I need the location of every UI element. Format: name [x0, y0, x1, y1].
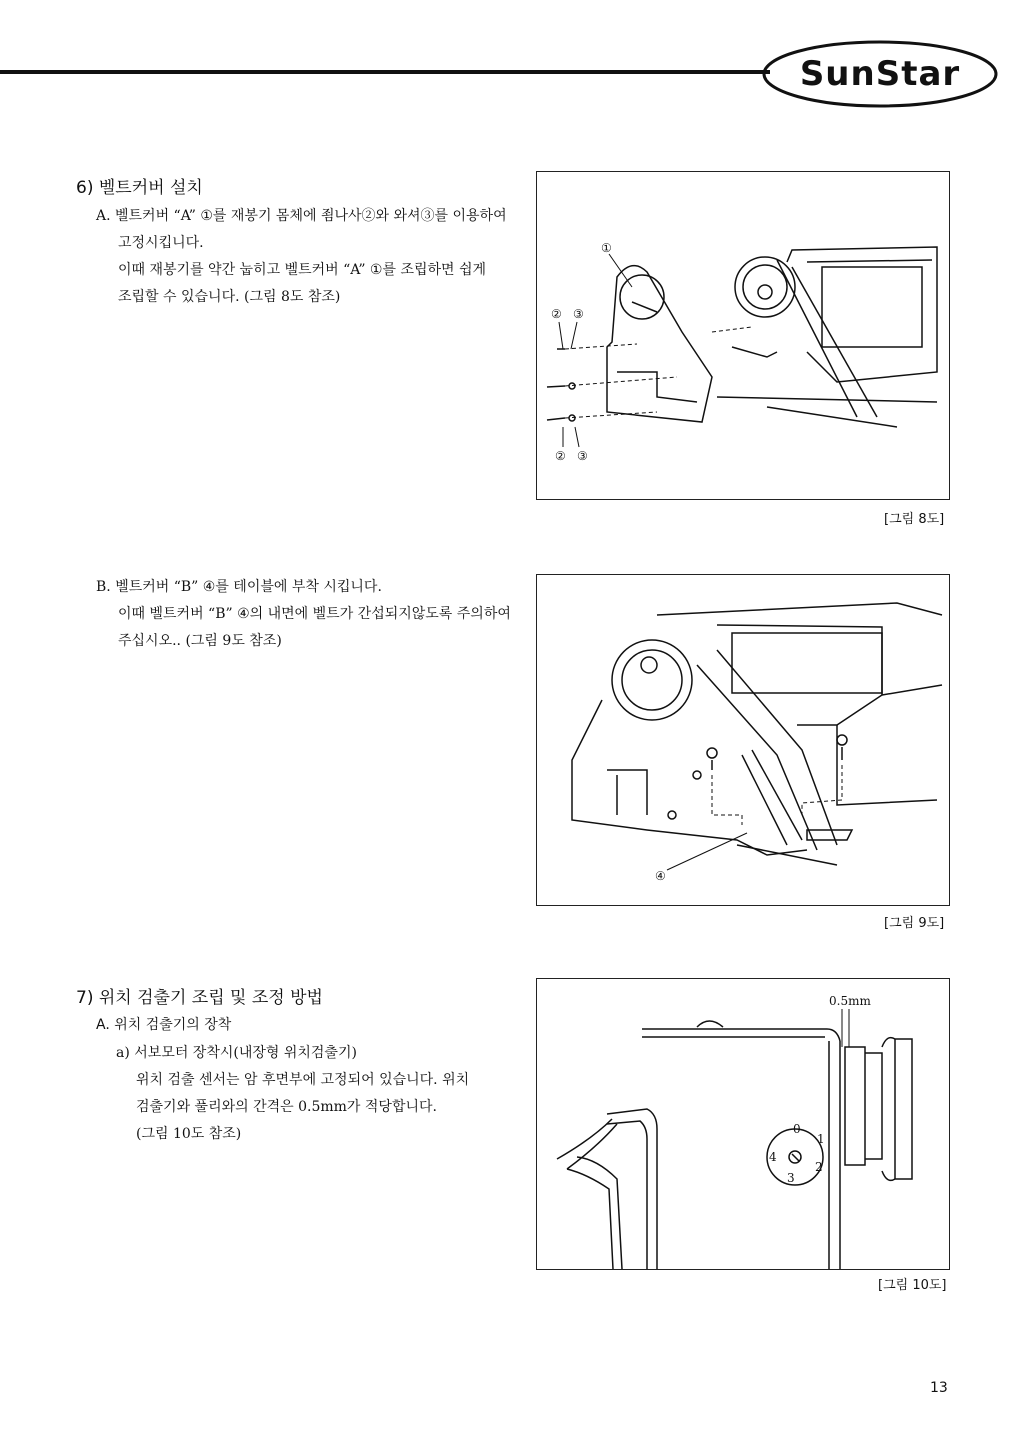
- figure-9-caption: [그림 9도]: [884, 916, 945, 931]
- para-7a-line-2: 위치 검출 센서는 암 후면부에 고정되어 있습니다. 위치: [136, 1072, 470, 1088]
- para-7a-line-3: 검출기와 풀리와의 간격은 0.5mm가 적당합니다.: [136, 1099, 437, 1115]
- para-b-line-2: 이때 벨트커버 “B” ④의 내면에 벨트가 간섭되지않도록 주의하여: [118, 606, 511, 622]
- para-a-line-2: 고정시킵니다.: [118, 235, 204, 251]
- para-7a-line-4: (그림 10도 참조): [136, 1126, 242, 1142]
- para-b-line-3: 주십시오.. (그림 9도 참조): [118, 633, 282, 649]
- gap-label: 0.5mm: [829, 994, 871, 1008]
- figure-9-illustration: [537, 575, 949, 905]
- callout-1: ①: [601, 241, 612, 255]
- dial-number-4: 4: [769, 1150, 777, 1164]
- para-7a-line-1: a) 서보모터 장착시(내장형 위치검출기): [116, 1045, 357, 1061]
- callout-3-bottom: ③: [577, 449, 588, 463]
- figure-10-illustration: [537, 979, 949, 1269]
- figure-8: [536, 171, 950, 500]
- para-b-line-1: B. 벨트커버 “B” ④를 테이블에 부착 시킵니다.: [96, 579, 382, 595]
- para-a-line-4: 조립할 수 있습니다. (그림 8도 참조): [118, 289, 341, 305]
- section-6-para-b: [96, 574, 511, 655]
- para-a-line-1: A. 벨트커버 “A” ①를 재봉기 몸체에 죔나사②와 와셔③를 이용하여: [96, 208, 507, 224]
- page-number: 13: [930, 1380, 948, 1396]
- header-rule: [0, 70, 770, 74]
- section-6-title: 6) 벨트커버 설치: [76, 178, 203, 198]
- section-6-para-a: [96, 203, 507, 311]
- figure-8-caption: [그림 8도]: [884, 512, 945, 527]
- section-7-title: 7) 위치 검출기 조립 및 조정 방법: [76, 988, 323, 1008]
- callout-2-bottom: ②: [555, 449, 566, 463]
- callout-2-top: ②: [551, 307, 562, 321]
- dial-number-3: 3: [787, 1171, 795, 1185]
- callout-3-top: ③: [573, 307, 584, 321]
- section-7-para-a: [116, 1040, 469, 1148]
- dial-number-0: 0: [793, 1122, 801, 1136]
- figure-10-caption: [그림 10도]: [878, 1278, 947, 1293]
- callout-4: ④: [655, 869, 666, 883]
- figure-8-illustration: [537, 172, 949, 499]
- para-a-line-3: 이때 재봉기를 약간 눕히고 벨트커버 “A” ①를 조립하면 쉽게: [118, 262, 487, 278]
- figure-10: [536, 978, 950, 1270]
- dial-number-1: 1: [817, 1132, 825, 1146]
- figure-9: [536, 574, 950, 906]
- sunstar-logo: [760, 38, 1000, 110]
- section-7-subtitle: A. 위치 검출기의 장착: [96, 1017, 232, 1033]
- brand-name: SunStar: [799, 54, 961, 94]
- dial-number-2: 2: [815, 1160, 823, 1174]
